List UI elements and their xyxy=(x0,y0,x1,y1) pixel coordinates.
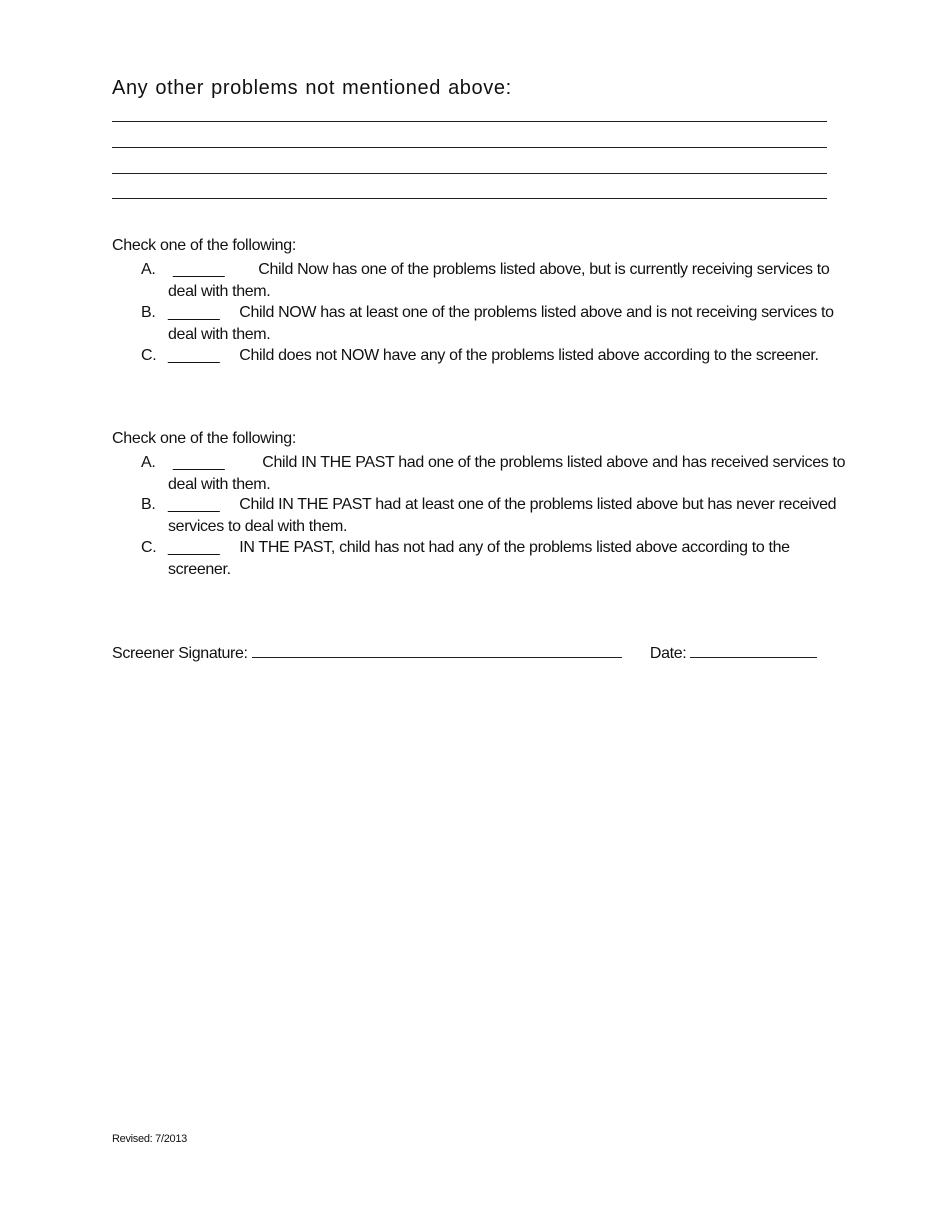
option-text: IN THE PAST, child has not had any of the problems listed above according to the screener. xyxy=(168,539,790,578)
check-blank[interactable]: ______ xyxy=(173,454,225,471)
signature-label: Screener Signature: xyxy=(112,645,248,662)
write-in-line-3[interactable] xyxy=(112,173,827,174)
check-blank[interactable]: ______ xyxy=(168,539,220,556)
section2-title: Check one of the following: xyxy=(112,430,297,447)
section2-option-c xyxy=(112,537,847,580)
section1-option-c xyxy=(112,345,847,367)
section2-option-a xyxy=(112,452,847,495)
option-letter: B. xyxy=(141,304,156,321)
date-line[interactable] xyxy=(690,643,817,658)
check-blank[interactable]: ______ xyxy=(168,347,220,364)
check-blank[interactable]: ______ xyxy=(168,496,220,513)
option-letter: C. xyxy=(141,347,157,364)
check-blank[interactable]: ______ xyxy=(173,261,225,278)
option-letter: B. xyxy=(141,496,156,513)
check-blank[interactable]: ______ xyxy=(168,304,220,321)
option-letter: A. xyxy=(141,454,156,471)
section1-option-a xyxy=(112,259,847,302)
option-text: Child IN THE PAST had at least one of the problems listed above but has never received services to deal with them. xyxy=(168,496,837,535)
write-in-line-1[interactable] xyxy=(112,121,827,122)
revised-date: Revised: 7/2013 xyxy=(112,1133,187,1145)
date-label: Date: xyxy=(649,645,687,662)
option-text: Child Now has one of the problems listed above, but is currently receiving services to deal with them. xyxy=(168,261,830,300)
section1-option-b xyxy=(112,302,847,345)
signature-row xyxy=(112,643,817,663)
other-problems-heading: Any other problems not mentioned above: xyxy=(112,77,512,99)
write-in-line-4[interactable] xyxy=(112,198,827,199)
option-text: Child does not NOW have any of the problems listed above according to the screener. xyxy=(239,347,819,364)
section1-title: Check one of the following: xyxy=(112,237,297,254)
write-in-line-2[interactable] xyxy=(112,147,827,148)
option-letter: A. xyxy=(141,261,156,278)
option-text: Child NOW has at least one of the problems listed above and is not receiving services to deal with them. xyxy=(168,304,834,343)
option-text: Child IN THE PAST had one of the problems listed above and has received services to deal with them. xyxy=(168,454,846,493)
signature-line[interactable] xyxy=(252,643,622,658)
option-letter: C. xyxy=(141,539,157,556)
section2-option-b xyxy=(112,494,847,537)
